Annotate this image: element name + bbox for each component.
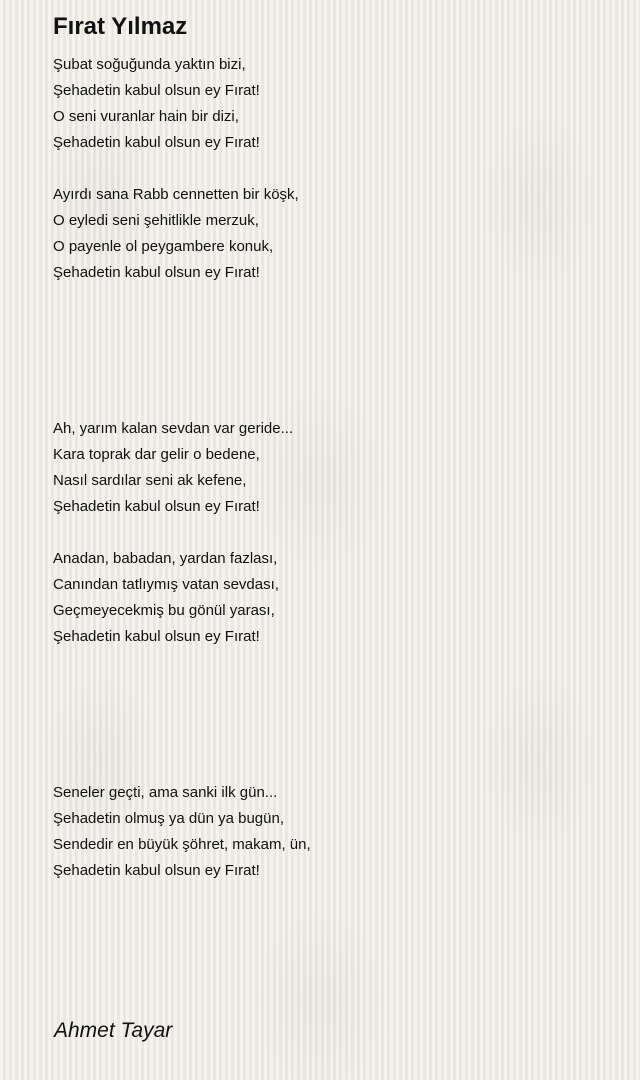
poem-line: Geçmeyecekmiş bu gönül yarası, <box>53 602 275 619</box>
stanza-gap <box>53 520 613 546</box>
poem-line: Şehadetin kabul olsun ey Fırat! <box>53 264 260 281</box>
poem-line: O eyledi seni şehitlikle merzuk, <box>53 212 259 229</box>
poem-line: Anadan, babadan, yardan fazlası, <box>53 550 278 567</box>
stanza-1 <box>53 52 613 156</box>
poem-title: Fırat Yılmaz <box>53 13 188 40</box>
poem-line: Canından tatlıymış vatan sevdası, <box>53 576 279 593</box>
poem-line: Şehadetin olmuş ya dün ya bugün, <box>53 810 284 827</box>
poem-line: Sendedir en büyük şöhret, makam, ün, <box>53 836 311 853</box>
poem-line: Şehadetin kabul olsun ey Fırat! <box>53 82 260 99</box>
stanza-5 <box>53 780 613 884</box>
poem-line: Ah, yarım kalan sevdan var geride... <box>53 420 294 437</box>
poem-line: Seneler geçti, ama sanki ilk gün... <box>53 784 278 801</box>
stanza-gap <box>53 650 613 780</box>
stanza-gap <box>53 156 613 182</box>
stanza-gap <box>53 286 613 416</box>
stanza-2 <box>53 182 613 286</box>
poem-line: O seni vuranlar hain bir dizi, <box>53 108 239 125</box>
poem-line: Nasıl sardılar seni ak kefene, <box>53 472 247 489</box>
poem-line: Şehadetin kabul olsun ey Fırat! <box>53 134 260 151</box>
poem-line: Şubat soğuğunda yaktın bizi, <box>53 56 246 73</box>
stanza-3 <box>53 416 613 520</box>
poem-line: Kara toprak dar gelir o bedene, <box>53 446 260 463</box>
poem-author: Ahmet Tayar <box>54 1019 173 1042</box>
stanza-4 <box>53 546 613 650</box>
poem-line: Şehadetin kabul olsun ey Fırat! <box>53 628 260 645</box>
poem-line: Şehadetin kabul olsun ey Fırat! <box>53 498 260 515</box>
poem-line: Şehadetin kabul olsun ey Fırat! <box>53 862 260 879</box>
poem-body <box>53 52 613 884</box>
poem-line: Ayırdı sana Rabb cennetten bir köşk, <box>53 186 299 203</box>
poem-line: O payenle ol peygambere konuk, <box>53 238 274 255</box>
